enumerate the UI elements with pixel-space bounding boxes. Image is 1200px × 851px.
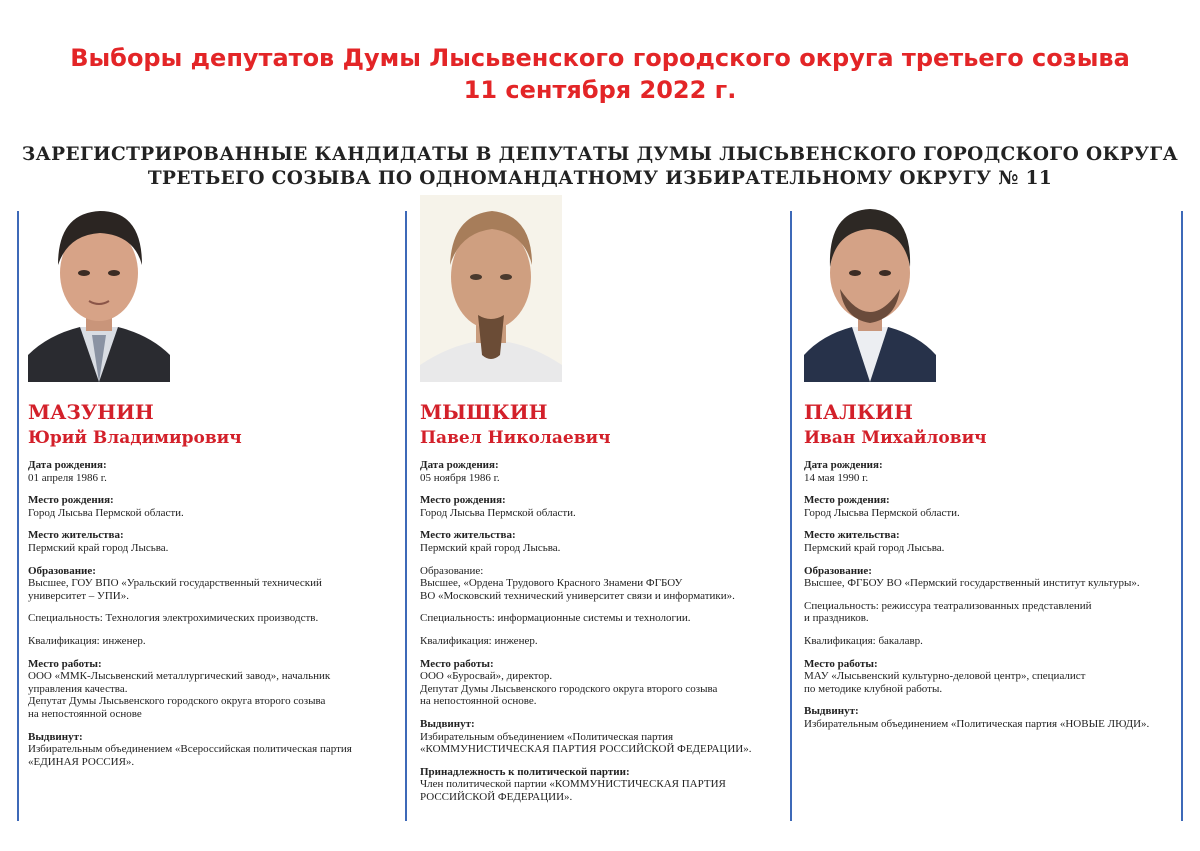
residence-field [804,529,1179,554]
residence-label: Место жительства: [420,529,516,542]
work-field [28,658,403,721]
candidate-given-names: Павел Николаевич [420,428,611,448]
birth-date-label: Дата рождения: [804,459,883,471]
column-divider [1181,211,1183,821]
work-line: управления качества. [28,682,128,695]
birth-place-label: Место рождения: [804,494,890,507]
work-label: Место работы: [28,657,102,670]
nominated-label: Выдвинут: [28,730,83,743]
birth-date-field [804,459,1179,484]
birth-place-field [804,494,1179,519]
portrait-image [420,195,562,382]
residence-value: Пермский край город Лысьва. [28,541,169,554]
page-title [0,42,1200,106]
candidate-photo [804,195,936,382]
nominated-line: Избирательным объединением «Политическая партия [420,730,674,743]
work-line: ООО «ММК-Лысьвенский металлургический завод», начальник [28,670,331,683]
birth-place-value: Город Лысьва Пермской области. [804,506,960,519]
affiliation-field [420,766,795,804]
affiliation-line: РОССИЙСКОЙ ФЕДЕРАЦИИ». [420,790,573,803]
birth-place-label: Место рождения: [420,494,506,507]
nominated-field [420,718,795,756]
candidate-photo [420,195,562,382]
residence-label: Место жительства: [28,529,124,542]
candidate-surname: ПАЛКИН [804,400,913,424]
work-line: на непостоянной основе. [420,695,537,708]
education-field [804,565,1179,590]
education-line: Высшее, ГОУ ВПО «Уральский государственный технический [28,577,322,590]
nominated-line: Избирательным объединением «Всероссийская политическая партия [28,743,352,756]
work-line: по методике клубной работы. [804,682,943,695]
education-field [28,565,403,603]
affiliation-line: Член политической партии «КОММУНИСТИЧЕСКАЯ ПАРТИЯ [420,778,726,791]
qualification-field: Квалификация: бакалавр. [804,634,923,647]
work-field [804,658,1179,696]
candidate-card-myshkin [420,195,795,803]
birth-place-field [28,494,403,519]
candidate-given-names: Юрий Владимирович [28,428,242,448]
birth-date-value: 01 апреля 1986 г. [28,471,107,484]
nominated-label: Выдвинут: [420,717,475,730]
education-line: университет – УПИ». [28,589,129,602]
nominated-line: Избирательным объединением «Политическая партия «НОВЫЕ ЛЮДИ». [804,717,1150,730]
candidate-card-palkin [804,195,1179,731]
qualification-field: Квалификация: инженер. [28,634,146,647]
candidate-given-names: Иван Михайлович [804,428,987,448]
residence-value: Пермский край город Лысьва. [420,541,561,554]
specialty-line: Специальность: режиссура театрализованных представлений [804,599,1092,612]
work-line: МАУ «Лысьвенский культурно-деловой центр», специалист [804,670,1086,683]
candidate-surname: МАЗУНИН [28,400,154,424]
birth-place-value: Город Лысьва Пермской области. [28,506,184,519]
portrait-image [28,195,170,382]
birth-date-label: Дата рождения: [420,459,499,471]
candidate-surname: МЫШКИН [420,400,548,424]
title-line-2: 11 сентября 2022 г. [463,76,737,104]
education-label: Образование: [804,564,872,577]
specialty-field [804,600,1179,625]
subtitle-line-1: ЗАРЕГИСТРИРОВАННЫЕ КАНДИДАТЫ В ДЕПУТАТЫ ДУМЫ ЛЫСЬВЕНСКОГО ГОРОДСКОГО ОКРУГА [21,144,1179,165]
birth-date-value: 05 ноября 1986 г. [420,471,500,484]
birth-date-label: Дата рождения: [28,459,107,471]
nominated-line: «ЕДИНАЯ РОССИЯ». [28,755,135,768]
education-line: ВО «Московский технический университет связи и информатики». [420,589,735,602]
work-line: ООО «Буросвай», директор. [420,670,553,683]
education-label: Образование: [28,564,96,577]
page-subtitle [0,143,1200,191]
work-label: Место работы: [804,657,878,670]
nominated-label: Выдвинут: [804,705,859,718]
birth-date-field [420,459,795,484]
education-line: Высшее, «Ордена Трудового Красного Знамени ФГБОУ [420,577,683,590]
work-line: на непостоянной основе [28,707,142,720]
birth-place-value: Город Лысьва Пермской области. [420,506,576,519]
work-line: Депутат Думы Лысьвенского городского округа второго созыва [420,682,718,695]
birth-place-label: Место рождения: [28,494,114,507]
title-line-1: Выборы депутатов Думы Лысьвенского городского округа третьего созыва [70,44,1130,72]
residence-field [28,529,403,554]
candidate-photo [28,195,170,382]
portrait-image [804,195,936,382]
education-line: Высшее, ФГБОУ ВО «Пермский государственный институт культуры». [804,577,1140,590]
work-line: Депутат Думы Лысьвенского городского округа второго созыва [28,695,326,708]
work-label: Место работы: [420,657,494,670]
work-field [420,658,795,708]
nominated-field [804,705,1179,730]
education-label: Образование: [420,564,484,577]
qualification-field: Квалификация: инженер. [420,634,538,647]
specialty-field: Специальность: Технология электрохимических производств. [28,612,319,625]
specialty-field: Специальность: информационные системы и технологии. [420,612,691,625]
column-divider [17,211,19,821]
candidate-card-mazunin [28,195,403,768]
birth-place-field [420,494,795,519]
affiliation-label: Принадлежность к политической партии: [420,765,630,778]
subtitle-line-2: ТРЕТЬЕГО СОЗЫВА ПО ОДНОМАНДАТНОМУ ИЗБИРАТЕЛЬНОМУ ОКРУГУ № 11 [147,168,1053,189]
birth-date-value: 14 мая 1990 г. [804,471,869,484]
residence-value: Пермский край город Лысьва. [804,541,945,554]
column-divider [405,211,407,821]
birth-date-field [28,459,403,484]
education-field [420,565,795,603]
specialty-line: и праздников. [804,612,869,625]
nominated-line: «КОММУНИСТИЧЕСКАЯ ПАРТИЯ РОССИЙСКОЙ ФЕДЕРАЦИИ». [420,743,752,756]
nominated-field [28,731,403,769]
residence-field [420,529,795,554]
residence-label: Место жительства: [804,529,900,542]
